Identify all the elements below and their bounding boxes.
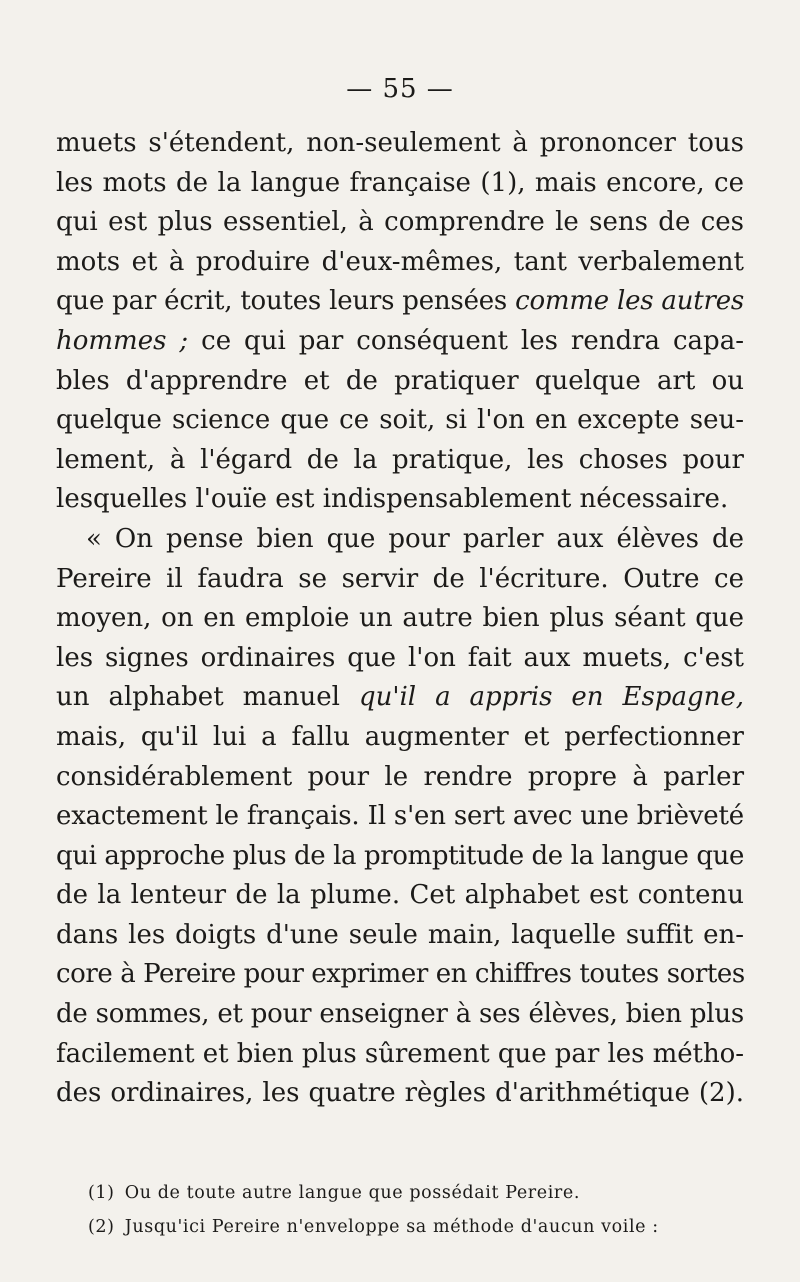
text-line: facilement et bien plus sûrement que par les métho-: [56, 1038, 744, 1069]
text-line: exactement le français. Il s'en sert avec une brièveté: [56, 801, 744, 832]
text-line: dans les doigts d'une seule main, laquelle suffit en-: [56, 919, 744, 950]
text-line: core à Pereire pour exprimer en chiffres toutes sortes: [56, 959, 745, 990]
italic-phrase: qu'il a appris en Espagne,: [358, 682, 744, 713]
text-line: bles d'apprendre et de pratiquer quelque art ou: [56, 365, 744, 396]
text-line: quelque science que ce soit, si l'on en excepte seu-: [56, 405, 744, 436]
italic-phrase: comme les autres: [515, 286, 744, 317]
italic-phrase: hommes ;: [56, 325, 189, 356]
footnote-marker: (1): [88, 1183, 115, 1203]
footnote-text: Jusqu'ici Pereire n'enveloppe sa méthode d'aucun voile :: [124, 1217, 659, 1237]
text-line: lesquelles l'ouïe est indispensablement nécessaire.: [56, 484, 729, 515]
text-line: de sommes, et pour enseigner à ses élèves, bien plus: [56, 999, 744, 1030]
text-line: lement, à l'égard de la pratique, les choses pour: [56, 444, 744, 475]
text-line: Pereire il faudra se servir de l'écriture. Outre ce: [56, 563, 744, 594]
text-line: les signes ordinaires que l'on fait aux muets, c'est: [56, 642, 744, 673]
text-line: mais, qu'il lui a fallu augmenter et perfectionner: [56, 721, 744, 752]
footnote-text: Ou de toute autre langue que possédait Pereire.: [124, 1183, 580, 1203]
text-line: les mots de la langue française (1), mais encore, ce: [56, 167, 744, 198]
text-line: que par écrit, toutes leurs pensées comme les autres: [56, 286, 744, 317]
text-line: de la lenteur de la plume. Cet alphabet est contenu: [56, 880, 744, 911]
text-line: « On pense bien que pour parler aux élèves de: [86, 523, 744, 554]
footnote: [88, 1210, 748, 1244]
text-line: des ordinaires, les quatre règles d'arithmétique (2).: [56, 1078, 744, 1109]
text-line: qui approche plus de la promptitude de la langue que: [56, 840, 744, 871]
text-line: mots et à produire d'eux-mêmes, tant verbalement: [56, 246, 744, 277]
text-line: muets s'étendent, non-seulement à prononcer tous: [56, 128, 744, 158]
footnote: [88, 1176, 748, 1210]
page-number: — 55 —: [346, 74, 454, 104]
footnote-marker: (2): [88, 1217, 115, 1237]
text-line: considérablement pour le rendre propre à parler: [56, 761, 744, 792]
text-line: moyen, on en emploie un autre bien plus séant que: [56, 603, 744, 634]
footnotes: [88, 1176, 748, 1244]
body-text: [56, 124, 744, 1114]
text-line: un alphabet manuel qu'il a appris en Espagne,: [56, 682, 744, 713]
text-line: qui est plus essentiel, à comprendre le sens de ces: [56, 207, 744, 238]
text-line: hommes ; ce qui par conséquent les rendra capa-: [56, 325, 744, 356]
